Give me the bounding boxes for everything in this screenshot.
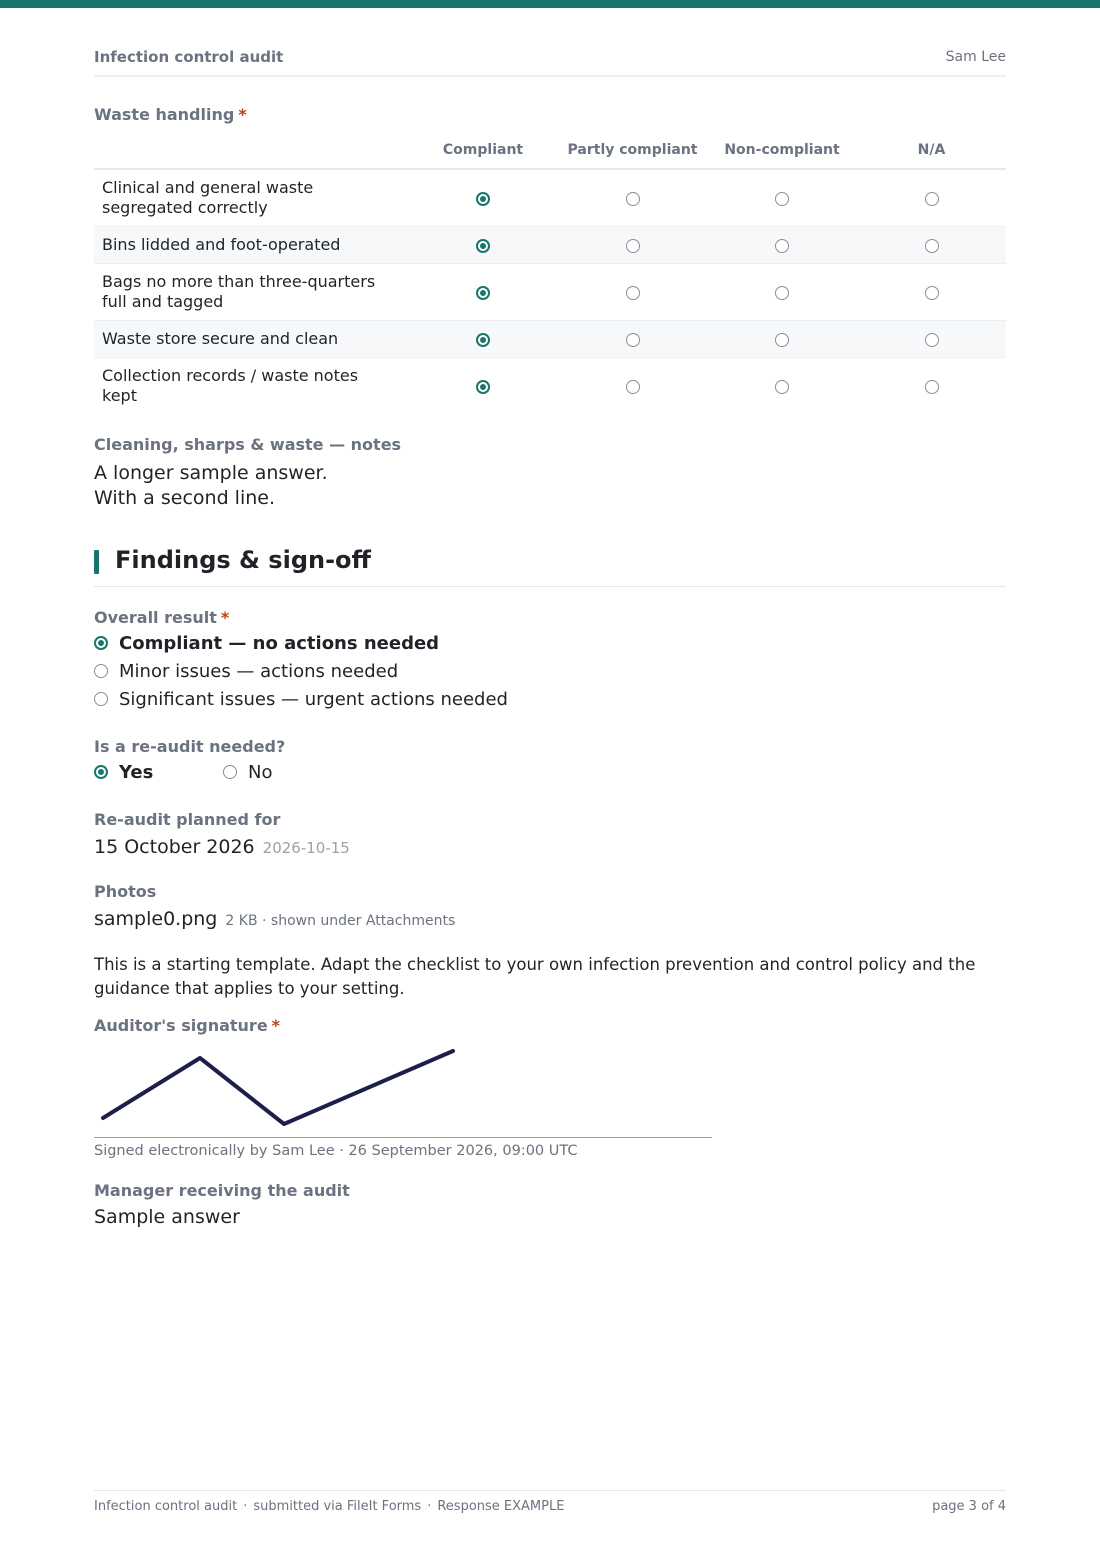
radio-selected-icon[interactable] xyxy=(94,636,108,650)
radio-empty-icon[interactable] xyxy=(626,192,640,206)
grid-row xyxy=(94,358,1006,415)
radio-empty-icon[interactable] xyxy=(925,333,939,347)
option-label: Minor issues — actions needed xyxy=(119,661,399,682)
footer-page-number: page 3 of 4 xyxy=(932,1499,1006,1514)
grid-question-text: Clinical and general waste segregated correctly xyxy=(102,178,314,217)
page-header xyxy=(94,48,1006,77)
reaudit-date-iso: 2026-10-15 xyxy=(262,839,350,857)
template-note: This is a starting template. Adapt the checklist to your own infection prevention and control policy and the guidance that applies to your setting. xyxy=(94,955,976,998)
grid-cell-compliant[interactable] xyxy=(408,227,558,264)
option-label: Yes xyxy=(119,762,154,783)
grid-cell-compliant[interactable] xyxy=(408,321,558,358)
radio-empty-icon[interactable] xyxy=(223,765,237,779)
grid-question xyxy=(94,169,408,227)
waste-handling-label-text: Waste handling xyxy=(94,105,235,124)
grid-header-na: N/A xyxy=(857,132,1006,169)
form-title: Infection control audit xyxy=(94,48,284,66)
grid-cell-compliant[interactable] xyxy=(408,264,558,321)
radio-empty-icon[interactable] xyxy=(775,333,789,347)
footer-response: Response EXAMPLE xyxy=(437,1499,565,1514)
radio-empty-icon[interactable] xyxy=(925,286,939,300)
required-marker: * xyxy=(271,1016,281,1035)
footer-info xyxy=(94,1499,564,1514)
option-label: Compliant — no actions needed xyxy=(119,633,440,654)
grid-cell-partly-compliant[interactable] xyxy=(558,358,707,415)
grid-cell-compliant[interactable] xyxy=(408,358,558,415)
radio-empty-icon[interactable] xyxy=(925,192,939,206)
option-label: No xyxy=(248,762,273,783)
photos-label: Photos xyxy=(94,882,157,901)
radio-empty-icon[interactable] xyxy=(626,286,640,300)
radio-empty-icon[interactable] xyxy=(626,333,640,347)
grid-question-text: Bags no more than three-quarters full and tagged xyxy=(102,272,376,311)
reaudit-option-no[interactable] xyxy=(223,762,272,783)
grid-cell-non-compliant[interactable] xyxy=(707,321,857,358)
required-marker: * xyxy=(238,105,247,124)
radio-empty-icon[interactable] xyxy=(775,192,789,206)
radio-empty-icon[interactable] xyxy=(626,380,640,394)
radio-empty-icon[interactable] xyxy=(775,286,789,300)
radio-selected-icon[interactable] xyxy=(476,286,490,300)
radio-selected-icon[interactable] xyxy=(476,192,490,206)
photo-meta: 2 KB · shown under Attachments xyxy=(225,913,456,929)
grid-question xyxy=(94,358,408,415)
overall-result-label xyxy=(94,608,229,627)
grid-cell-non-compliant[interactable] xyxy=(707,169,857,227)
reaudit-option-yes[interactable] xyxy=(94,762,153,783)
radio-selected-icon[interactable] xyxy=(94,765,108,779)
overall-option-significant-issues[interactable] xyxy=(94,689,508,710)
option-label: Significant issues — urgent actions needed xyxy=(119,689,508,710)
grid-cell-partly-compliant[interactable] xyxy=(558,264,707,321)
manager-answer: Sample answer xyxy=(94,1206,240,1228)
radio-empty-icon[interactable] xyxy=(925,239,939,253)
footer-submitted: submitted via FileIt Forms xyxy=(253,1499,422,1514)
grid-cell-partly-compliant[interactable] xyxy=(558,227,707,264)
grid-cell-non-compliant[interactable] xyxy=(707,358,857,415)
grid-question-text: Bins lidded and foot-operated xyxy=(102,235,341,254)
footer-separator: · xyxy=(427,1499,432,1514)
radio-selected-icon[interactable] xyxy=(476,380,490,394)
top-accent-bar xyxy=(0,0,1100,8)
section-accent-bar xyxy=(94,550,99,574)
grid-cell-partly-compliant[interactable] xyxy=(558,321,707,358)
notes-answer: A longer sample answer. With a second line. xyxy=(94,462,328,509)
signature-drawing xyxy=(94,1038,514,1134)
page-footer xyxy=(94,1490,1006,1521)
notes-label: Cleaning, sharps & waste — notes xyxy=(94,435,402,454)
grid-cell-na[interactable] xyxy=(857,321,1006,358)
grid-row xyxy=(94,169,1006,227)
radio-empty-icon[interactable] xyxy=(925,380,939,394)
grid-question xyxy=(94,264,408,321)
footer-separator: · xyxy=(243,1499,248,1514)
grid-header-non-compliant: Non-compliant xyxy=(707,132,857,169)
grid-header-partly-compliant: Partly compliant xyxy=(558,132,707,169)
grid-row xyxy=(94,264,1006,321)
grid-cell-na[interactable] xyxy=(857,264,1006,321)
grid-header-compliant: Compliant xyxy=(408,132,558,169)
grid-row xyxy=(94,321,1006,358)
grid-cell-na[interactable] xyxy=(857,358,1006,415)
grid-cell-non-compliant[interactable] xyxy=(707,264,857,321)
grid-cell-partly-compliant[interactable] xyxy=(558,169,707,227)
overall-option-compliant[interactable] xyxy=(94,633,439,654)
section-title: Findings & sign-off xyxy=(115,546,371,574)
photo-attachment xyxy=(94,908,455,930)
reaudit-date-answer xyxy=(94,836,350,858)
reaudit-needed-label: Is a re-audit needed? xyxy=(94,737,286,756)
footer-form-name: Infection control audit xyxy=(94,1499,238,1514)
waste-handling-label xyxy=(94,105,247,124)
manager-label: Manager receiving the audit xyxy=(94,1181,350,1200)
signature-meta: Signed electronically by Sam Lee · 26 September 2026, 09:00 UTC xyxy=(94,1143,578,1159)
radio-empty-icon[interactable] xyxy=(94,692,108,706)
signature-baseline xyxy=(94,1137,712,1138)
signature-label-text: Auditor's signature xyxy=(94,1016,268,1035)
waste-handling-grid xyxy=(94,132,1006,414)
radio-empty-icon[interactable] xyxy=(94,664,108,678)
signature-stroke xyxy=(103,1051,453,1124)
grid-header-row xyxy=(94,132,1006,169)
grid-header-question xyxy=(94,132,408,169)
overall-option-minor-issues[interactable] xyxy=(94,661,398,682)
grid-question xyxy=(94,227,408,264)
grid-question xyxy=(94,321,408,358)
grid-cell-compliant[interactable] xyxy=(408,169,558,227)
radio-empty-icon[interactable] xyxy=(775,380,789,394)
radio-selected-icon[interactable] xyxy=(476,239,490,253)
grid-cell-na[interactable] xyxy=(857,227,1006,264)
respondent-name: Sam Lee xyxy=(945,49,1006,65)
radio-empty-icon[interactable] xyxy=(626,239,640,253)
grid-question-text: Collection records / waste notes kept xyxy=(102,366,359,405)
grid-cell-non-compliant[interactable] xyxy=(707,227,857,264)
required-marker: * xyxy=(220,608,230,627)
reaudit-date-label: Re-audit planned for xyxy=(94,810,281,829)
radio-selected-icon[interactable] xyxy=(476,333,490,347)
signature-label xyxy=(94,1016,280,1035)
grid-row xyxy=(94,227,1006,264)
radio-empty-icon[interactable] xyxy=(775,239,789,253)
photo-filename: sample0.png xyxy=(94,908,218,930)
reaudit-date-value: 15 October 2026 xyxy=(94,836,255,858)
grid-question-text: Waste store secure and clean xyxy=(102,329,339,348)
overall-result-label-text: Overall result xyxy=(94,608,217,627)
section-heading xyxy=(94,548,1006,587)
grid-cell-na[interactable] xyxy=(857,169,1006,227)
